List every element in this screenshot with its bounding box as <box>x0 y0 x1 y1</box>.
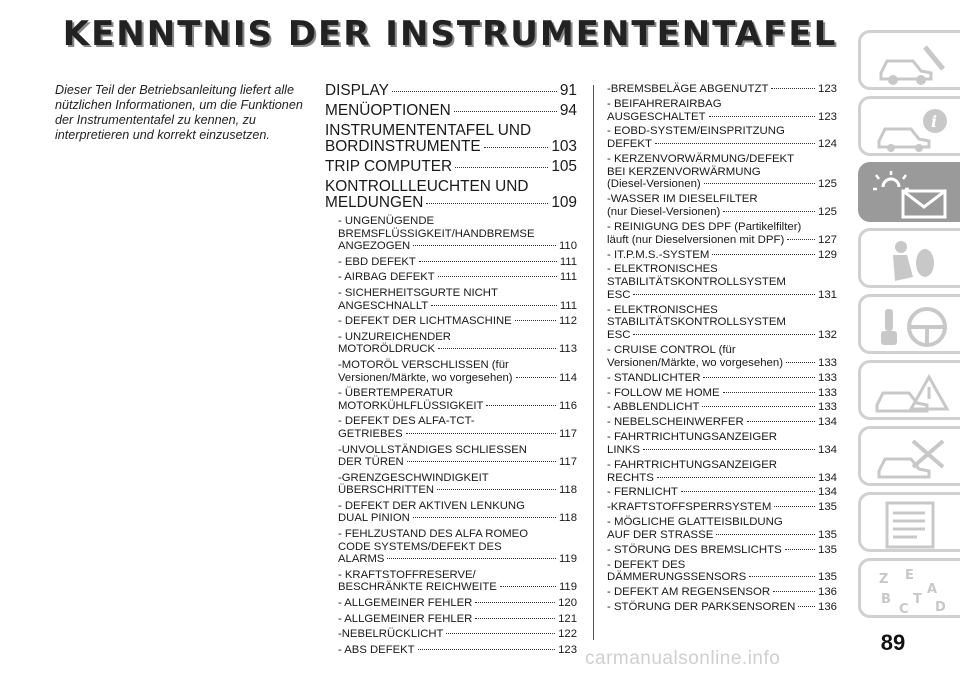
toc-entry[interactable] <box>325 415 577 440</box>
dot-leader <box>749 576 815 577</box>
dot-leader <box>643 449 815 450</box>
toc-entry[interactable] <box>325 628 577 641</box>
toc-entry-page: 111 <box>559 255 577 268</box>
toc-entry-title: läuft (nur Dieselversionen mit DPF) <box>607 233 785 246</box>
toc-entry-page: 118 <box>558 484 577 497</box>
dot-leader <box>633 294 815 295</box>
dot-leader <box>703 377 815 378</box>
toc-entry[interactable] <box>607 304 837 342</box>
watermark: carmanualsonline.info <box>585 648 781 669</box>
toc-entry[interactable] <box>325 123 577 155</box>
toc-entry-title-lines: -GRENZGESCHWINDIGKEIT <box>338 471 489 484</box>
toc-entry-title: MOTORKÜHLFLÜSSIGKEIT <box>338 399 484 412</box>
toc-entry-title: - ABBLENDLICHT <box>607 401 700 414</box>
dot-leader <box>418 649 556 650</box>
svg-text:D: D <box>935 600 946 615</box>
dot-leader <box>633 334 815 335</box>
tab-car-warning[interactable] <box>858 360 960 420</box>
dot-leader <box>785 549 815 550</box>
toc-entry-title: - DEFEKT AM REGENSENSOR <box>607 586 771 599</box>
toc-entry-page: 134 <box>817 416 837 429</box>
dot-leader <box>392 91 557 92</box>
toc-entry-title-lines: - ELEKTRONISCHES STABILITÄTSKONTROLLSYSTEM <box>607 303 786 329</box>
toc-entry-title-lines: - DEFEKT DES <box>607 558 686 571</box>
toc-entry-title: TRIP COMPUTER <box>325 158 453 175</box>
toc-entry[interactable] <box>607 501 837 514</box>
toc-entry-page: 132 <box>817 329 837 342</box>
dot-leader <box>484 147 549 148</box>
toc-entry[interactable] <box>607 263 837 301</box>
toc-entry-title-lines: - REINIGUNG DES DPF (Partikelfilter) <box>607 220 802 233</box>
toc-entry[interactable] <box>607 153 837 191</box>
toc-entry-title: - EBD DEFEKT <box>338 255 416 268</box>
toc-entry-page: 133 <box>817 371 837 384</box>
toc-entry-title-lines: INSTRUMENTENTAFEL UND <box>325 122 532 139</box>
toc-entry[interactable] <box>607 601 837 614</box>
toc-entry-page: 136 <box>817 586 837 599</box>
toc-entry-page: 118 <box>558 512 577 525</box>
toc-entry[interactable] <box>607 431 837 456</box>
toc-entry[interactable] <box>325 271 577 284</box>
toc-entry-page: 123 <box>817 83 837 95</box>
toc-entry-title-lines: -WASSER IM DIESELFILTER <box>607 193 758 206</box>
toc-entry-page: 135 <box>817 501 837 514</box>
dot-leader <box>438 348 556 349</box>
toc-entry[interactable] <box>607 83 837 96</box>
toc-entry-page: 135 <box>817 528 837 541</box>
toc-entry-page: 119 <box>558 581 577 594</box>
svg-text:E: E <box>905 568 914 583</box>
dot-leader <box>798 606 815 607</box>
dot-leader <box>786 362 815 363</box>
dot-leader <box>774 506 815 507</box>
toc-entry-page: 122 <box>558 628 577 641</box>
dot-leader <box>716 534 815 535</box>
toc-entry-page: 119 <box>558 553 577 566</box>
alphabetical-index-icon <box>873 567 953 615</box>
toc-column-1 <box>325 83 577 659</box>
dot-leader <box>515 320 556 321</box>
toc-entry-title: DER TÜREN <box>338 456 404 469</box>
toc-entry[interactable] <box>607 559 837 584</box>
toc-entry[interactable] <box>607 401 837 414</box>
dot-leader <box>446 633 555 634</box>
toc-entry-page: 109 <box>551 194 577 211</box>
car-service-tools-icon <box>873 435 953 483</box>
toc-entry[interactable] <box>325 472 577 497</box>
tab-service[interactable] <box>858 426 960 486</box>
toc-entry[interactable] <box>607 516 837 541</box>
toc-entry-page: 114 <box>558 371 577 384</box>
dot-leader <box>723 392 815 393</box>
tab-car-info[interactable] <box>858 96 960 156</box>
dot-leader <box>657 477 815 478</box>
toc-entry-page: 111 <box>559 271 577 284</box>
toc-entry-title: ANGESCHNALLT <box>338 299 429 312</box>
svg-text:i: i <box>931 112 938 131</box>
toc-entry[interactable] <box>325 500 577 525</box>
spacer <box>851 85 852 605</box>
toc-entry-title: - DEFEKT DER LICHTMASCHINE <box>338 315 512 328</box>
toc-entry[interactable] <box>325 159 577 175</box>
dot-leader <box>773 591 815 592</box>
toc-entry-page: 125 <box>817 206 837 219</box>
toc-entry[interactable] <box>325 644 577 657</box>
toc-entry-title: MELDUNGEN <box>325 194 424 211</box>
dot-leader <box>413 245 556 246</box>
toc-entry-title: - NEBELSCHEINWERFER <box>607 416 744 429</box>
toc-entry-title: MENÜOPTIONEN <box>325 102 451 119</box>
toc-entry-page: 134 <box>817 443 837 456</box>
dot-leader <box>454 111 557 112</box>
toc-entry-title: - IT.P.M.S.-SYSTEM <box>607 248 710 261</box>
toc-entry[interactable] <box>325 569 577 594</box>
toc-entry-title: - STÖRUNG DES BREMSLICHTS <box>607 543 782 556</box>
dot-leader <box>500 586 556 587</box>
toc-entry-title-lines: - CRUISE CONTROL (für <box>607 344 736 357</box>
toc-entry[interactable] <box>325 215 577 253</box>
dot-leader <box>437 489 556 490</box>
toc-entry-title-lines: - FEHLZUSTAND DES ALFA ROMEO CODE SYSTEMS/DEFEKT DES <box>338 528 528 553</box>
airbag-passenger-icon <box>873 237 953 285</box>
toc-entry-page: 105 <box>551 158 577 175</box>
key-steering-wheel-icon <box>873 303 953 351</box>
toc-entry-title-lines: - ELEKTRONISCHES STABILITÄTSKONTROLLSYSTEM <box>607 263 786 289</box>
toc-entry-title: - FOLLOW ME HOME <box>607 386 720 399</box>
dot-leader <box>681 491 815 492</box>
toc-entry[interactable] <box>607 98 837 123</box>
toc-entry-page: 135 <box>817 543 837 556</box>
toc-entry-title: ESC <box>607 329 631 342</box>
dot-leader <box>387 558 556 559</box>
toc-entry-title: MOTORÖLDRUCK <box>338 343 436 356</box>
toc-entry-page: 111 <box>559 299 577 312</box>
toc-entry[interactable] <box>325 179 577 211</box>
toc-entry-page: 110 <box>558 240 577 253</box>
dot-leader <box>455 167 548 168</box>
dot-leader <box>723 211 815 212</box>
toc-entry-title: ESC <box>607 288 631 301</box>
toc-entry[interactable] <box>607 416 837 429</box>
toc-entry-page: 117 <box>558 427 577 440</box>
warning-light-message-icon <box>873 171 953 219</box>
toc-entry-title: DEFEKT <box>607 138 652 151</box>
toc-entry[interactable] <box>607 459 837 484</box>
tab-car-wrench[interactable] <box>858 30 960 90</box>
toc-entry[interactable] <box>325 331 577 356</box>
toc-entry[interactable] <box>325 103 577 119</box>
tab-key-wheel[interactable] <box>858 294 960 354</box>
dot-leader <box>787 239 815 240</box>
toc-entry[interactable] <box>607 344 837 369</box>
car-wrench-icon <box>873 39 953 87</box>
toc-entry[interactable] <box>325 287 577 312</box>
toc-entry-page: 131 <box>817 288 837 301</box>
chapter-tabs <box>858 30 960 624</box>
svg-text:T: T <box>913 592 922 607</box>
toc-entry-page: 127 <box>817 233 837 246</box>
toc-entry-title-lines: - SICHERHEITSGURTE NICHT <box>338 286 498 299</box>
toc-entry-page: 133 <box>817 356 837 369</box>
dot-leader <box>712 254 815 255</box>
toc-entry-title-lines: -MOTORÖL VERSCHLISSEN (für <box>338 358 509 371</box>
toc-entry-title: RECHTS <box>607 471 654 484</box>
toc-entry-title-lines: - FAHRTRICHTUNGSANZEIGER <box>607 431 778 444</box>
svg-text:C: C <box>899 602 909 615</box>
toc-entry-title: -KRAFTSTOFFSPERRSYSTEM <box>607 501 772 514</box>
toc-entry[interactable] <box>325 597 577 610</box>
toc-entry-title-lines: - FAHRTRICHTUNGSANZEIGER <box>607 458 778 471</box>
toc-entry-title-lines: KONTROLLLEUCHTEN UND <box>325 178 529 195</box>
toc-entry-title-lines: - DEFEKT DER AKTIVEN LENKUNG <box>338 499 525 512</box>
toc-entry-title: GETRIEBES <box>338 427 403 440</box>
dot-leader <box>709 116 815 117</box>
dot-leader <box>702 406 815 407</box>
toc-entry[interactable] <box>325 83 577 99</box>
toc-entry-page: 116 <box>558 399 577 412</box>
dot-leader <box>407 461 556 462</box>
toc-entry-page: 135 <box>817 571 837 584</box>
toc-entry[interactable] <box>607 125 837 150</box>
toc-entry-title-lines: - ÜBERTEMPERATUR <box>338 387 454 400</box>
dot-leader <box>516 377 556 378</box>
dot-leader <box>413 517 556 518</box>
tab-index[interactable] <box>858 558 960 618</box>
tab-airbag[interactable] <box>858 228 960 288</box>
dot-leader <box>475 618 555 619</box>
toc-entry-title-lines: - KERZENVORWÄRMUNG/DEFEKT BEI KERZENVORWÄRMUNG <box>607 153 795 178</box>
toc-entry-title-lines: - BEIFAHRERAIRBAG <box>607 97 722 110</box>
toc-entry[interactable] <box>607 193 837 218</box>
car-warning-triangle-icon <box>873 369 953 417</box>
toc-entry[interactable] <box>607 372 837 385</box>
toc-entry-title: - AIRBAG DEFEKT <box>338 271 435 284</box>
toc-entry-title-lines: -UNVOLLSTÄNDIGES SCHLIESSEN <box>338 443 527 456</box>
dot-leader <box>475 602 555 603</box>
dot-leader <box>419 261 557 262</box>
tab-checklist[interactable] <box>858 492 960 552</box>
dot-leader <box>431 305 557 306</box>
toc-entry-title: (Diesel-Versionen) <box>607 178 701 191</box>
toc-entry-page: 91 <box>559 82 577 99</box>
dot-leader <box>771 88 815 89</box>
toc-entry-page: 124 <box>817 138 837 151</box>
checklist-icon <box>873 501 953 549</box>
intro-text: Dieser Teil der Betriebsanleitung liefert alle nützlichen Informationen, um die Funktionen der Instrumententafel zu kennen, zu interpretieren und korrekt einzusetzen. <box>55 83 303 142</box>
toc-entry-title: DISPLAY <box>325 82 389 99</box>
page-number: 89 <box>880 630 906 655</box>
toc-entry[interactable] <box>325 359 577 384</box>
dot-leader <box>704 183 815 184</box>
toc-entry-page: 134 <box>817 486 837 499</box>
toc-entry[interactable] <box>325 528 577 566</box>
toc-entry-title: LINKS <box>607 443 640 456</box>
toc-entry-page: 117 <box>558 456 577 469</box>
dot-leader <box>406 433 556 434</box>
toc-entry-title: ANGEZOGEN <box>338 240 411 253</box>
toc-entry-title: - STANDLICHTER <box>607 371 701 384</box>
toc-entry-title: ALARMS <box>338 553 385 566</box>
toc-entry-title: AUSGESCHALTET <box>607 110 706 123</box>
dot-leader <box>426 203 548 204</box>
toc-entry-page: 94 <box>559 102 577 119</box>
toc-entry[interactable] <box>325 387 577 412</box>
svg-text:B: B <box>881 592 891 607</box>
toc-entry-title: Versionen/Märkte, wo vorgesehen) <box>607 356 784 369</box>
toc-entry[interactable] <box>607 544 837 557</box>
toc-entry-page: 123 <box>558 643 577 656</box>
toc-entry[interactable] <box>607 486 837 499</box>
toc-column-2 <box>607 83 837 616</box>
tab-warning-lights[interactable] <box>858 162 960 222</box>
toc-entry-page: 133 <box>817 401 837 414</box>
toc-entry-title: -BREMSBELÄGE ABGENUTZT <box>607 83 769 95</box>
car-info-icon <box>873 105 953 153</box>
toc-entry-page: 112 <box>558 315 577 328</box>
toc-entry-title: DÄMMERUNGSSENSORS <box>607 571 747 584</box>
svg-text:A: A <box>927 582 938 597</box>
toc-entry[interactable] <box>607 249 837 262</box>
toc-entry-page: 120 <box>558 597 577 610</box>
toc-entry-title: - ABS DEFEKT <box>338 643 415 656</box>
toc-entry-title: BESCHRÄNKTE REICHWEITE <box>338 581 497 594</box>
toc-entry-title: - FERNLICHT <box>607 486 678 499</box>
toc-entry-title-lines: - DEFEKT DES ALFA-TCT- <box>338 415 475 428</box>
toc-entry-page: 113 <box>558 343 577 356</box>
toc-entry-page: 103 <box>551 138 577 155</box>
toc-entry-title: (nur Diesel-Versionen) <box>607 206 721 219</box>
toc-entry-title: Versionen/Märkte, wo vorgesehen) <box>338 371 513 384</box>
toc-entry-title-lines: - UNGENÜGENDE BREMSFLÜSSIGKEIT/HANDBREMSE <box>338 215 535 240</box>
toc-entry[interactable] <box>325 613 577 626</box>
dot-leader <box>486 405 556 406</box>
dot-leader <box>747 421 815 422</box>
toc-entry-title: - ALLGEMEINER FEHLER <box>338 612 473 625</box>
toc-entry-page: 129 <box>817 248 837 261</box>
toc-entry[interactable] <box>325 256 577 269</box>
toc-entry[interactable] <box>325 315 577 328</box>
toc-entry-title: -NEBELRÜCKLICHT <box>338 628 444 641</box>
toc-entry-page: 121 <box>558 612 577 625</box>
toc-entry-title: BORDINSTRUMENTE <box>325 138 481 155</box>
toc-entry-page: 123 <box>817 110 837 123</box>
toc-entry-page: 133 <box>817 386 837 399</box>
toc-entry-title: - ALLGEMEINER FEHLER <box>338 597 473 610</box>
toc-entry-title-lines: - MÖGLICHE GLATTEISBILDUNG <box>607 516 783 529</box>
toc-entry-title: DUAL PINION <box>338 512 410 525</box>
toc-entry-title-lines: - KRAFTSTOFFRESERVE/ <box>338 568 476 581</box>
svg-text:Z: Z <box>879 572 889 587</box>
toc-entry[interactable] <box>607 221 837 246</box>
toc-entry-page: 134 <box>817 471 837 484</box>
toc-entry-title-lines: - EOBD-SYSTEM/EINSPRITZUNG <box>607 125 785 138</box>
toc-entry-page: 125 <box>817 178 837 191</box>
page-title: KENNTNIS DER INSTRUMENTENTAFEL <box>62 14 838 54</box>
toc-entry-title: AUF DER STRASSE <box>607 528 714 541</box>
toc-entry[interactable] <box>325 444 577 469</box>
toc-entry-title: - STÖRUNG DER PARKSENSOREN <box>607 601 796 614</box>
column-divider <box>593 85 594 640</box>
toc-entry-title-lines: - UNZUREICHENDER <box>338 330 451 343</box>
toc-entry[interactable] <box>607 387 837 400</box>
dot-leader <box>655 143 815 144</box>
toc-entry-page: 136 <box>817 601 837 614</box>
toc-entry[interactable] <box>607 586 837 599</box>
toc-entry-title: ÜBERSCHRITTEN <box>338 484 435 497</box>
dot-leader <box>438 276 557 277</box>
